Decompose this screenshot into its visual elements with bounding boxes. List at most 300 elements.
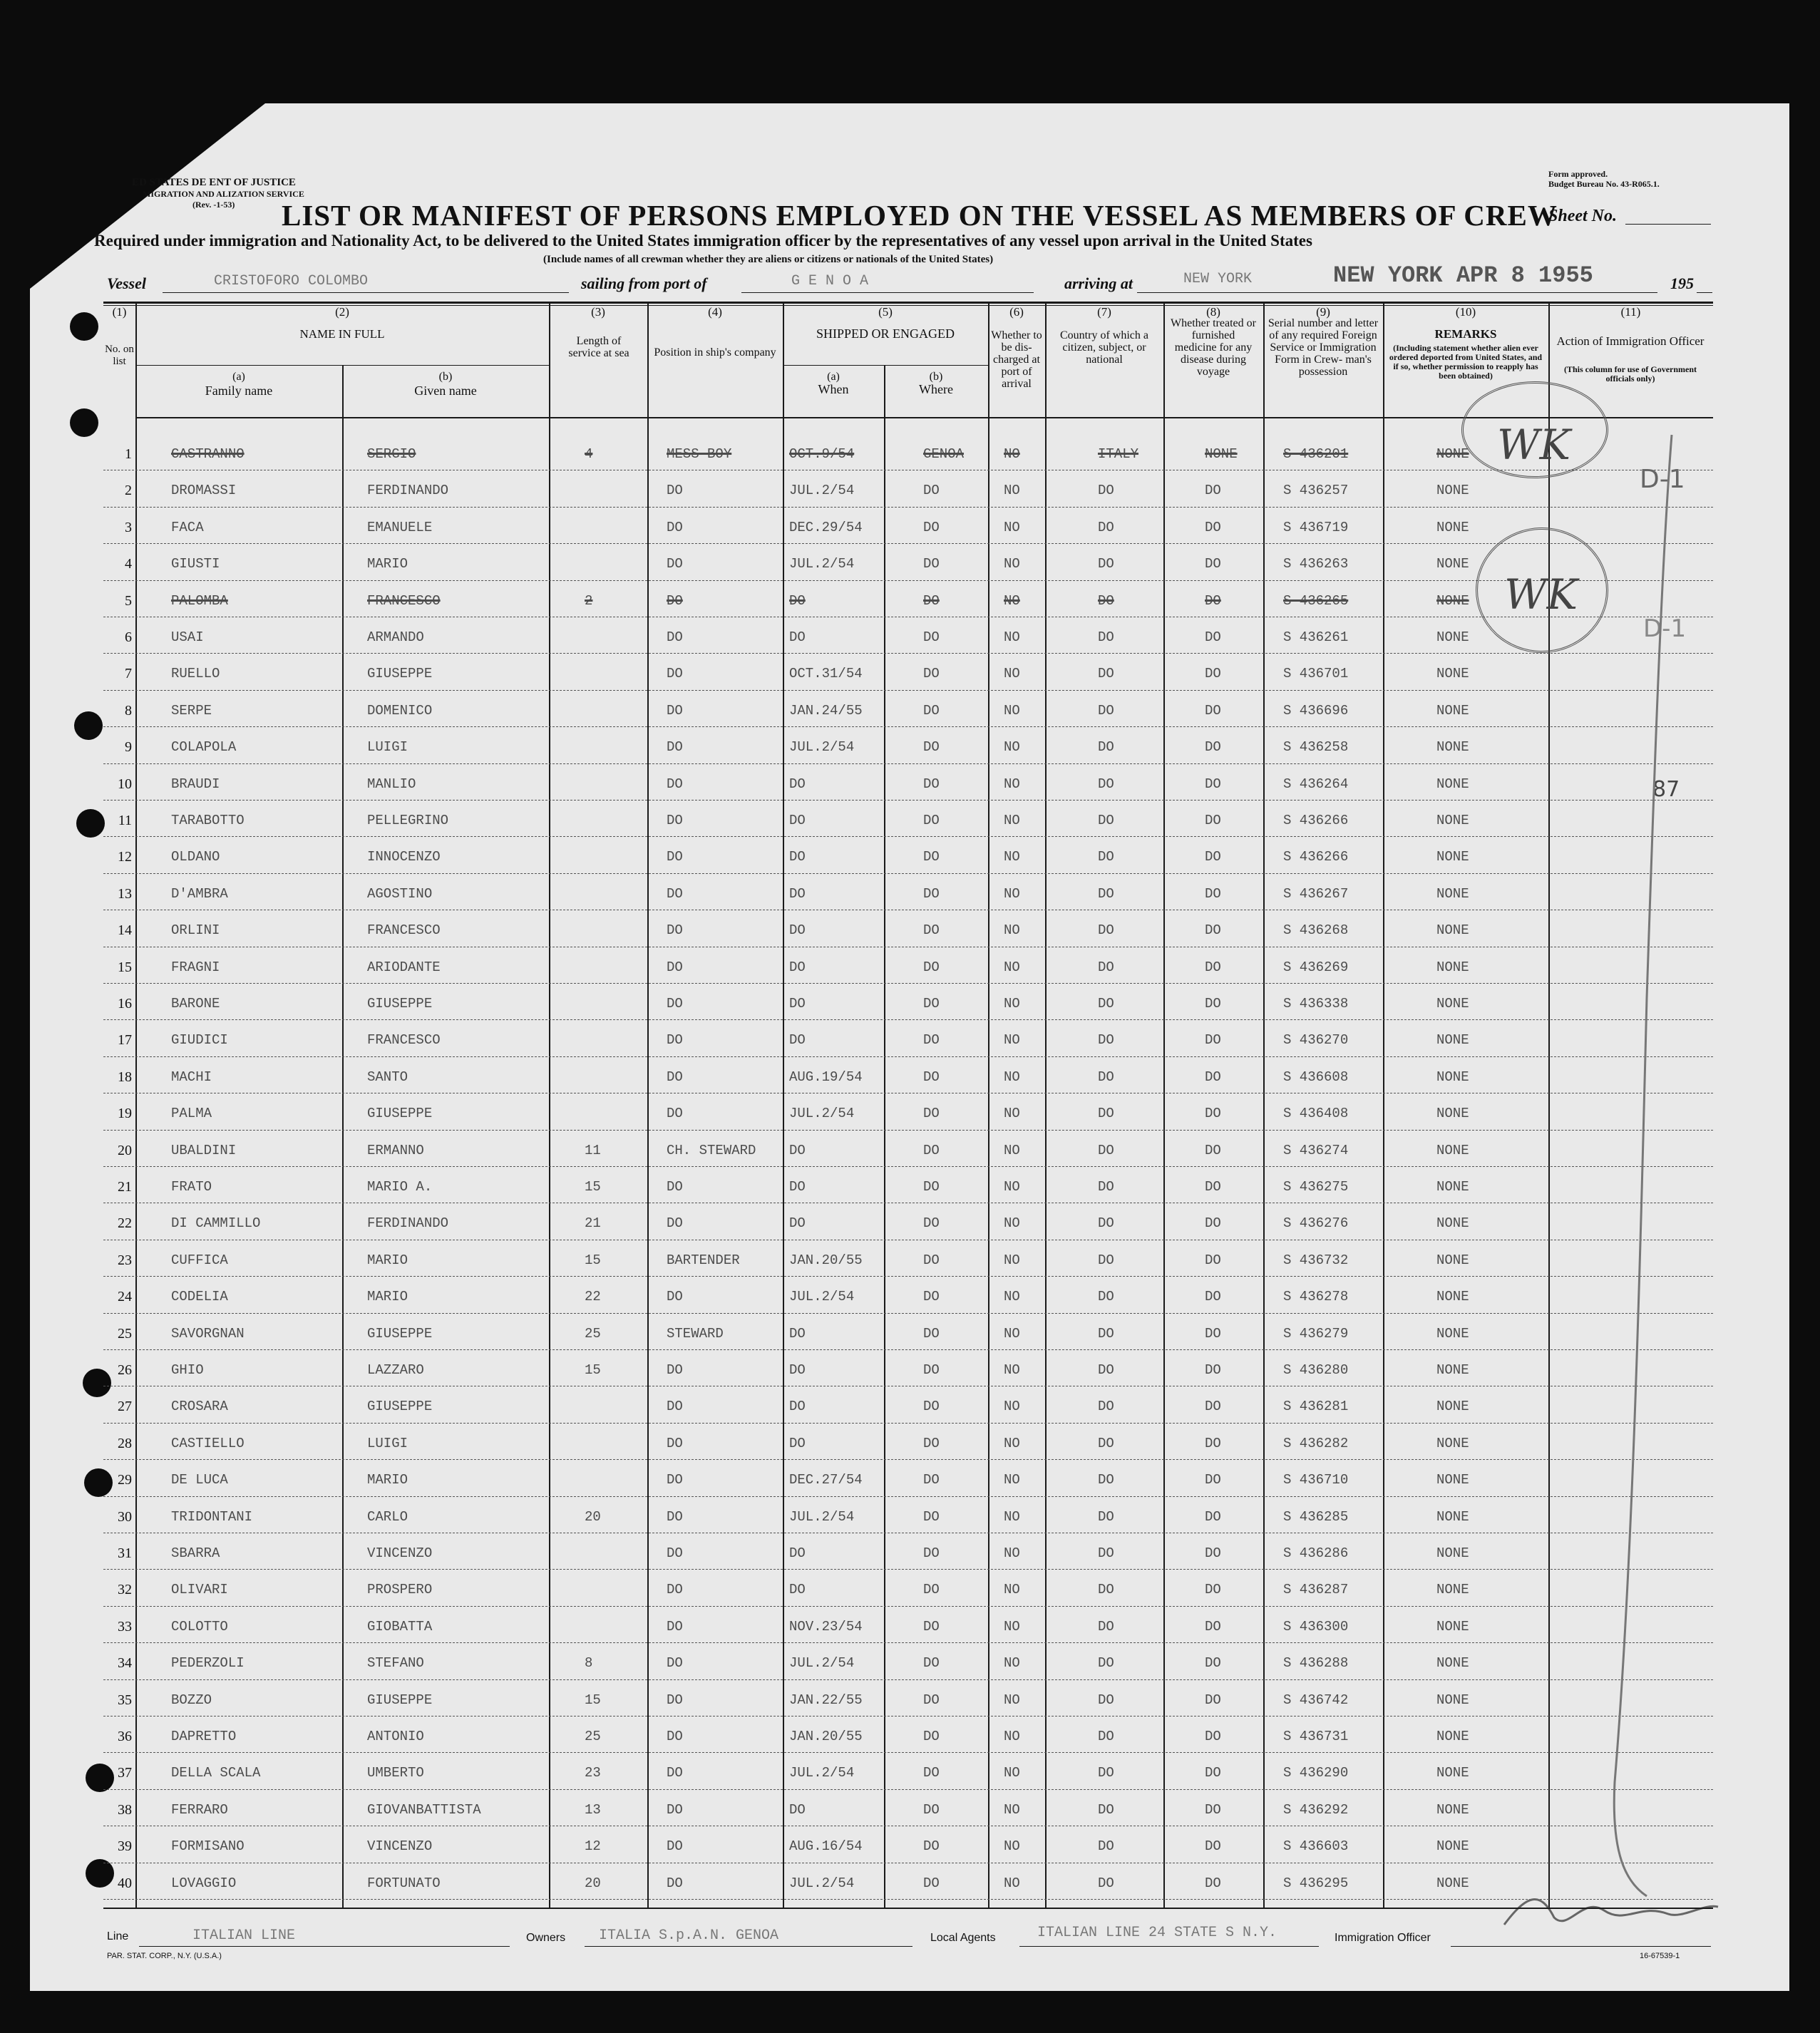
length-of-service: 25 xyxy=(585,1729,601,1744)
printer-credit: PAR. STAT. CORP., N.Y. (U.S.A.) xyxy=(107,1952,222,1960)
shipped-when: DO xyxy=(789,959,806,975)
shipped-where: DO xyxy=(923,849,940,865)
discharged: NO xyxy=(1004,1692,1020,1708)
shipped-when: JUL.2/54 xyxy=(789,556,855,572)
serial-number: S 436732 xyxy=(1283,1252,1349,1268)
row-number: 19 xyxy=(118,1106,132,1122)
budget-bureau-number: Budget Bureau No. 43-R065.1. xyxy=(1548,179,1660,189)
col-discharged: Whether to be dis- charged at port of arrival xyxy=(991,329,1042,390)
serial-number: S 436266 xyxy=(1283,849,1349,865)
given-name: MANLIO xyxy=(367,776,416,792)
remarks: NONE xyxy=(1436,1838,1469,1855)
subtitle-note: (Include names of all crewman whether they are aliens or citizens or nationals of the United States) xyxy=(543,254,994,265)
shipped-where: DO xyxy=(923,1032,940,1049)
country: DO xyxy=(1098,1142,1114,1158)
position: DO xyxy=(667,959,683,975)
row-divider xyxy=(103,580,1713,581)
given-name: LUIGI xyxy=(367,739,408,756)
sheet-no-label: Sheet No. xyxy=(1548,207,1617,225)
family-name: COLAPOLA xyxy=(171,739,237,756)
position: DO xyxy=(667,849,683,865)
discharged: NO xyxy=(1004,1069,1020,1085)
discharged: NO xyxy=(1004,849,1020,865)
remarks: NONE xyxy=(1436,885,1469,902)
family-name: D'AMBRA xyxy=(171,885,228,902)
remarks: NONE xyxy=(1436,996,1469,1012)
family-name: CASTIELLO xyxy=(171,1435,245,1451)
given-name: FRANCESCO xyxy=(367,922,441,939)
row-number: 17 xyxy=(118,1032,132,1049)
medicine: DO xyxy=(1205,1472,1221,1488)
country: ITALY xyxy=(1098,446,1139,462)
row-divider xyxy=(103,543,1713,544)
shipped-where: DO xyxy=(923,813,940,828)
remarks: NONE xyxy=(1436,666,1469,682)
row-number: 1 xyxy=(125,446,132,462)
discharged: NO xyxy=(1004,483,1020,499)
medicine: DO xyxy=(1205,519,1221,535)
discharged: NO xyxy=(1004,1325,1020,1342)
position: DO xyxy=(667,666,683,682)
row-number: 28 xyxy=(118,1435,132,1451)
row-number: 34 xyxy=(118,1655,132,1672)
table-row xyxy=(103,1535,1713,1572)
medicine: DO xyxy=(1205,1435,1221,1451)
row-divider xyxy=(103,1789,1713,1790)
page-title: LIST OR MANIFEST OF PERSONS EMPLOYED ON THE VESSEL AS MEMBERS OF CREW xyxy=(282,199,1558,232)
country: DO xyxy=(1098,702,1114,719)
position: DO xyxy=(667,1618,683,1635)
country: DO xyxy=(1098,1655,1114,1672)
col-where: Where xyxy=(919,382,953,396)
shipped-where: DO xyxy=(923,776,940,792)
position: DO xyxy=(667,1106,683,1122)
position: BARTENDER xyxy=(667,1252,740,1268)
shipped-where: DO xyxy=(923,1435,940,1451)
shipped-when: JUL.2/54 xyxy=(789,1508,855,1525)
shipped-when: JAN.24/55 xyxy=(789,702,863,719)
medicine: DO xyxy=(1205,1729,1221,1744)
col-when: When xyxy=(818,382,849,396)
table-row xyxy=(103,1352,1713,1389)
medicine: DO xyxy=(1205,1142,1221,1158)
length-of-service: 11 xyxy=(585,1142,601,1158)
col-medicine: Whether treated or furnished medicine for any disease during voyage xyxy=(1171,317,1256,378)
country: DO xyxy=(1098,1692,1114,1708)
discharged: NO xyxy=(1004,556,1020,572)
serial-number: S 436731 xyxy=(1283,1729,1349,1744)
remarks: NONE xyxy=(1436,1765,1469,1781)
row-divider xyxy=(103,653,1713,654)
vessel-name: CRISTOFORO COLOMBO xyxy=(214,273,369,289)
length-of-service: 15 xyxy=(585,1252,601,1268)
serial-number: S 436742 xyxy=(1283,1692,1349,1708)
remarks: NONE xyxy=(1436,1582,1469,1598)
remarks: NONE xyxy=(1436,1692,1469,1708)
shipped-where: DO xyxy=(923,483,940,499)
row-divider xyxy=(103,1459,1713,1460)
position: DO xyxy=(667,1801,683,1818)
row-number: 21 xyxy=(118,1179,132,1195)
serial-number: S 436267 xyxy=(1283,885,1349,902)
shipped-when: JUL.2/54 xyxy=(789,483,855,499)
row-number: 36 xyxy=(118,1729,132,1744)
year-label: 195 xyxy=(1670,274,1694,292)
col-immigration-action-note: (This column for use of Government officials only) xyxy=(1563,364,1697,384)
table-row xyxy=(103,766,1713,803)
position: DO xyxy=(667,1545,683,1561)
length-of-service: 15 xyxy=(585,1362,601,1378)
family-name: RUELLO xyxy=(171,666,220,682)
medicine: NONE xyxy=(1205,446,1238,462)
row-divider xyxy=(103,836,1713,837)
table-row xyxy=(103,1133,1713,1169)
col-shipped-or-engaged: SHIPPED OR ENGAGED xyxy=(816,326,955,341)
table-row xyxy=(103,1645,1713,1682)
shipped-where: DO xyxy=(923,1838,940,1855)
row-number: 14 xyxy=(118,922,132,939)
serial-number: S 436278 xyxy=(1283,1289,1349,1305)
discharged: NO xyxy=(1004,1215,1020,1232)
serial-number: S 436270 xyxy=(1283,1032,1349,1049)
table-row xyxy=(103,1205,1713,1242)
col-name-in-full: NAME IN FULL xyxy=(299,327,385,341)
owners-label: Owners xyxy=(526,1932,566,1944)
row-number: 16 xyxy=(118,996,132,1012)
serial-number: S 436292 xyxy=(1283,1801,1349,1818)
given-name: STEFANO xyxy=(367,1655,424,1672)
discharged: NO xyxy=(1004,629,1020,645)
remarks: NONE xyxy=(1436,959,1469,975)
officer-signature xyxy=(1497,1882,1725,1939)
position: DO xyxy=(667,629,683,645)
shipped-when: JUL.2/54 xyxy=(789,1655,855,1672)
row-number: 22 xyxy=(118,1215,132,1232)
shipped-when: JUL.2/54 xyxy=(789,739,855,756)
medicine: DO xyxy=(1205,1215,1221,1232)
country: DO xyxy=(1098,666,1114,682)
family-name: PALMA xyxy=(171,1106,212,1122)
medicine: DO xyxy=(1205,1252,1221,1268)
shipped-when: DO xyxy=(789,996,806,1012)
country: DO xyxy=(1098,483,1114,499)
table-row xyxy=(103,912,1713,949)
row-number: 31 xyxy=(118,1545,132,1561)
medicine: DO xyxy=(1205,1875,1221,1891)
remarks: NONE xyxy=(1436,1032,1469,1049)
row-number: 13 xyxy=(118,885,132,902)
row-number: 35 xyxy=(118,1692,132,1708)
col-serial-number: Serial number and letter of any required Foreign Service or Immigration Form in Crew- man's possession xyxy=(1268,317,1379,378)
position: DO xyxy=(667,1729,683,1744)
family-name: SERPE xyxy=(171,702,212,719)
form-number: 16-67539-1 xyxy=(1640,1952,1680,1960)
medicine: DO xyxy=(1205,1582,1221,1598)
family-name: FORMISANO xyxy=(171,1838,245,1855)
shipped-where: DO xyxy=(923,666,940,682)
country: DO xyxy=(1098,922,1114,939)
discharged: NO xyxy=(1004,1252,1020,1268)
length-of-service: 21 xyxy=(585,1215,601,1232)
medicine: DO xyxy=(1205,1179,1221,1195)
country: DO xyxy=(1098,996,1114,1012)
serial-number: S 436696 xyxy=(1283,702,1349,719)
medicine: DO xyxy=(1205,1765,1221,1781)
shipped-when: DO xyxy=(789,1142,806,1158)
family-name: OLIVARI xyxy=(171,1582,228,1598)
shipped-when: DEC.29/54 xyxy=(789,519,863,535)
arriving-at-label: arriving at xyxy=(1064,274,1133,292)
row-divider xyxy=(103,1569,1713,1570)
shipped-where: DO xyxy=(923,1875,940,1891)
row-divider xyxy=(103,1130,1713,1131)
table-row xyxy=(103,1609,1713,1645)
medicine: DO xyxy=(1205,592,1221,609)
shipped-when: JAN.20/55 xyxy=(789,1252,863,1268)
position: DO xyxy=(667,1435,683,1451)
discharged: NO xyxy=(1004,519,1020,535)
given-name: EMANUELE xyxy=(367,519,433,535)
serial-number: S 436264 xyxy=(1283,776,1349,792)
length-of-service: 22 xyxy=(585,1289,601,1305)
medicine: DO xyxy=(1205,1545,1221,1561)
family-name: ORLINI xyxy=(171,922,220,939)
shipped-where: DO xyxy=(923,702,940,719)
shipped-when: NOV.23/54 xyxy=(789,1618,863,1635)
shipped-when: DO xyxy=(789,776,806,792)
table-row xyxy=(103,1719,1713,1755)
position: DO xyxy=(667,1069,683,1085)
discharged: NO xyxy=(1004,1838,1020,1855)
shipped-when: JUL.2/54 xyxy=(789,1289,855,1305)
row-divider xyxy=(103,1423,1713,1424)
family-name: GIUDICI xyxy=(171,1032,228,1049)
row-number: 27 xyxy=(118,1399,132,1415)
serial-number: S 436265 xyxy=(1283,592,1349,609)
table-row xyxy=(103,619,1713,656)
row-number: 10 xyxy=(118,776,132,792)
family-name: FACA xyxy=(171,519,204,535)
row-divider xyxy=(103,1349,1713,1350)
handwritten-count: 87 xyxy=(1652,777,1680,802)
shipped-when: DO xyxy=(789,1399,806,1415)
position: DO xyxy=(667,556,683,572)
family-name: CROSARA xyxy=(171,1399,228,1415)
given-name: GIOVANBATTISTA xyxy=(367,1801,481,1818)
pencil-bracket-line xyxy=(1604,428,1690,1925)
handwritten-note: D-1 xyxy=(1643,614,1687,643)
table-row xyxy=(103,1059,1713,1096)
table-row xyxy=(103,1426,1713,1462)
row-divider xyxy=(103,1496,1713,1497)
country: DO xyxy=(1098,519,1114,535)
serial-number: S 436274 xyxy=(1283,1142,1349,1158)
shipped-where: DO xyxy=(923,1582,940,1598)
handwritten-note: D-1 xyxy=(1640,465,1685,494)
handwritten-initials: WK xyxy=(1504,570,1578,619)
position: DO xyxy=(667,1765,683,1781)
row-divider xyxy=(103,1899,1713,1900)
length-of-service: 15 xyxy=(585,1179,601,1195)
position: MESS BOY xyxy=(667,446,732,462)
shipped-where: DO xyxy=(923,1252,940,1268)
shipped-where: DO xyxy=(923,1069,940,1085)
given-name: GIUSEPPE xyxy=(367,666,433,682)
subtitle: Required under immigration and Nationality Act, to be delivered to the United States immigration officer by the representatives of any vessel upon arrival in the United States xyxy=(94,232,1312,249)
discharged: NO xyxy=(1004,959,1020,975)
shipped-when: DO xyxy=(789,813,806,828)
serial-number: S 436701 xyxy=(1283,666,1349,682)
country: DO xyxy=(1098,739,1114,756)
given-name: FRANCESCO xyxy=(367,592,441,609)
family-name: CUFFICA xyxy=(171,1252,228,1268)
given-name: SANTO xyxy=(367,1069,408,1085)
shipped-where: DO xyxy=(923,1545,940,1561)
remarks: NONE xyxy=(1436,519,1469,535)
country: DO xyxy=(1098,1362,1114,1378)
shipped-when: DO xyxy=(789,849,806,865)
shipped-when: DO xyxy=(789,885,806,902)
table-row xyxy=(103,1572,1713,1608)
country: DO xyxy=(1098,1435,1114,1451)
row-number: 25 xyxy=(118,1325,132,1342)
serial-number: S 436408 xyxy=(1283,1106,1349,1122)
remarks: NONE xyxy=(1436,1325,1469,1342)
given-name: FORTUNATO xyxy=(367,1875,441,1891)
shipped-where: DO xyxy=(923,1692,940,1708)
remarks: NONE xyxy=(1436,776,1469,792)
row-number: 24 xyxy=(118,1289,132,1305)
country: DO xyxy=(1098,1618,1114,1635)
discharged: NO xyxy=(1004,1399,1020,1415)
country: DO xyxy=(1098,1838,1114,1855)
table-row xyxy=(103,473,1713,509)
country: DO xyxy=(1098,1215,1114,1232)
arrival-date-stamp: NEW YORK APR 8 1955 xyxy=(1333,262,1593,289)
department-line-1: ED STATES DE ENT OF JUSTICE xyxy=(132,177,296,188)
serial-number: S 436275 xyxy=(1283,1179,1349,1195)
discharged: NO xyxy=(1004,739,1020,756)
medicine: DO xyxy=(1205,702,1221,719)
medicine: DO xyxy=(1205,849,1221,865)
row-divider xyxy=(103,763,1713,764)
position: DO xyxy=(667,1215,683,1232)
remarks: NONE xyxy=(1436,702,1469,719)
given-name: SERGIO xyxy=(367,446,416,462)
remarks: NONE xyxy=(1436,1875,1469,1891)
medicine: DO xyxy=(1205,1692,1221,1708)
table-row xyxy=(103,1462,1713,1498)
punch-hole xyxy=(76,809,105,838)
table-row xyxy=(103,583,1713,619)
row-number: 37 xyxy=(118,1765,132,1781)
shipped-where: DO xyxy=(923,1179,940,1195)
row-number: 8 xyxy=(125,702,132,719)
row-divider xyxy=(103,1276,1713,1277)
medicine: DO xyxy=(1205,556,1221,572)
medicine: DO xyxy=(1205,1618,1221,1635)
family-name: FRAGNI xyxy=(171,959,220,975)
country: DO xyxy=(1098,1325,1114,1342)
form-approved: Form approved. xyxy=(1548,169,1608,179)
table-row xyxy=(103,1499,1713,1535)
family-name: CODELIA xyxy=(171,1289,228,1305)
given-name: MARIO xyxy=(367,1472,408,1488)
shipped-when: DO xyxy=(789,1435,806,1451)
table-row xyxy=(103,839,1713,875)
shipped-where: DO xyxy=(923,556,940,572)
country: DO xyxy=(1098,1508,1114,1525)
serial-number: S 436257 xyxy=(1283,483,1349,499)
country: DO xyxy=(1098,1765,1114,1781)
shipped-where: GENOA xyxy=(923,446,965,462)
position: DO xyxy=(667,813,683,828)
row-divider xyxy=(103,690,1713,691)
family-name: CASTRANNO xyxy=(171,446,245,462)
family-name: PALOMBA xyxy=(171,592,228,609)
discharged: NO xyxy=(1004,446,1020,462)
col-given-name: Given name xyxy=(414,384,477,398)
country: DO xyxy=(1098,849,1114,865)
discharged: NO xyxy=(1004,776,1020,792)
shipped-when: DO xyxy=(789,629,806,645)
length-of-service: 12 xyxy=(585,1838,601,1855)
position: DO xyxy=(667,1179,683,1195)
discharged: NO xyxy=(1004,1729,1020,1744)
country: DO xyxy=(1098,556,1114,572)
row-number: 23 xyxy=(118,1252,132,1268)
row-number: 15 xyxy=(118,959,132,975)
given-name: DOMENICO xyxy=(367,702,433,719)
discharged: NO xyxy=(1004,702,1020,719)
position: DO xyxy=(667,702,683,719)
local-agents-value: ITALIAN LINE 24 STATE S N.Y. xyxy=(1037,1925,1277,1941)
family-name: DE LUCA xyxy=(171,1472,228,1488)
sailing-from-port: G E N O A xyxy=(791,273,869,289)
given-name: GIUSEPPE xyxy=(367,1325,433,1342)
serial-number: S 436280 xyxy=(1283,1362,1349,1378)
row-number: 12 xyxy=(118,849,132,865)
discharged: NO xyxy=(1004,1289,1020,1305)
shipped-when: DEC.27/54 xyxy=(789,1472,863,1488)
family-name: LOVAGGIO xyxy=(171,1875,237,1891)
position: DO xyxy=(667,592,683,609)
medicine: DO xyxy=(1205,1069,1221,1085)
serial-number: S 436288 xyxy=(1283,1655,1349,1672)
country: DO xyxy=(1098,1582,1114,1598)
position: DO xyxy=(667,519,683,535)
position: DO xyxy=(667,1472,683,1488)
country: DO xyxy=(1098,776,1114,792)
given-name: GIUSEPPE xyxy=(367,996,433,1012)
col-country: Country of which a citizen, subject, or national xyxy=(1060,329,1148,366)
family-name: FERRARO xyxy=(171,1801,228,1818)
position: CH. STEWARD xyxy=(667,1142,756,1158)
shipped-where: DO xyxy=(923,592,940,609)
discharged: NO xyxy=(1004,922,1020,939)
row-number: 4 xyxy=(125,556,132,572)
given-name: LAZZARO xyxy=(367,1362,424,1378)
shipped-when: DO xyxy=(789,1801,806,1818)
shipped-where: DO xyxy=(923,1325,940,1342)
medicine: DO xyxy=(1205,1362,1221,1378)
table-row xyxy=(103,949,1713,986)
shipped-where: DO xyxy=(923,1399,940,1415)
shipped-when: DO xyxy=(789,1582,806,1598)
shipped-where: DO xyxy=(923,959,940,975)
shipped-when: DO xyxy=(789,1545,806,1561)
row-divider xyxy=(103,507,1713,508)
